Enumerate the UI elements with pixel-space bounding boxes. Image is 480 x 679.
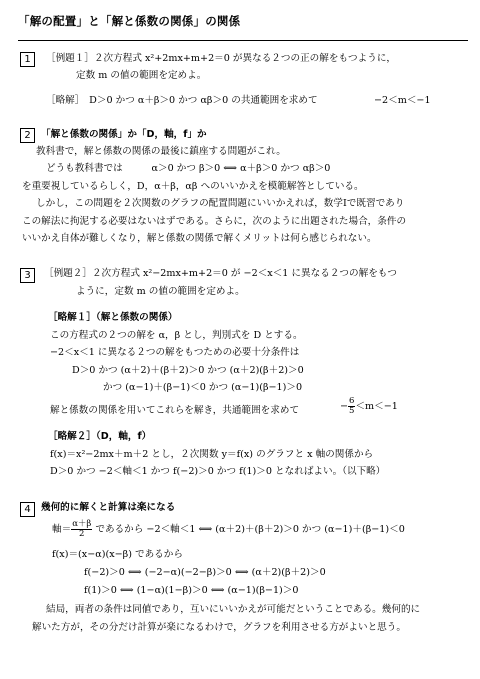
answer-fraction-denominator: 5	[349, 405, 355, 416]
solution2-line2: D＞0 かつ −2＜軸＜1 かつ f(−2)＞0 かつ f(1)＞0 となればよい。（以下略）	[50, 466, 386, 477]
example1-solution: ［略解］ D＞0 かつ α＋β＞0 かつ αβ＞0 の共通範囲を求めて	[46, 95, 318, 106]
axis-fraction	[71, 520, 92, 539]
solution2-line1: f(x)＝x²−2mx＋m＋2 とし，２次関数 y＝f(x) のグラフと x 軸の関係から	[50, 449, 374, 460]
title-rule	[18, 40, 468, 41]
solution1-conclusion: 解と係数の関係を用いてこれらを解き，共通範囲を求めて	[50, 405, 300, 416]
section4-axis-line	[52, 520, 405, 539]
section2-line2: どうも教科書では α＞0 かつ β＞0 ⟺ α＋β＞0 かつ αβ＞0	[46, 163, 331, 174]
section4-f-1: f(1)＞0 ⟺ (1−α)(1−β)＞0 ⟺ (α−1)(β−1)＞0	[84, 585, 299, 596]
section-number-3: 3	[20, 268, 35, 283]
solution1-line1: この方程式の２つの解を α，β とし，判別式を D とする。	[50, 330, 303, 341]
answer-minus: −	[340, 400, 349, 412]
solution1-answer	[340, 397, 398, 416]
solution2-header: ［略解２］（D，軸，f）	[48, 431, 152, 442]
section2-header: 「解と係数の関係」か「D，軸，f」か	[41, 129, 207, 140]
section2-line4: しかし，この問題を２次関数のグラフの配置問題にいいかえれば，数学Ⅰで既習であり	[36, 198, 405, 209]
solution1-line2: −2＜x＜1 に異なる２つの解をもつための必要十分条件は	[50, 347, 300, 358]
example1-problem-line2: 定数 m の値の範囲を定めよ。	[76, 70, 207, 81]
section4-f-minus2: f(−2)＞0 ⟺ (−2−α)(−2−β)＞0 ⟺ (α＋2)(β＋2)＞0	[84, 567, 326, 578]
answer-fraction-numerator: 6	[349, 396, 355, 406]
section2-line1: 教科書で，解と係数の関係の最後に鎮座する問題がこれ。	[36, 146, 286, 157]
section2-line5: この解法に拘泥する必要はないはずである。さらに，次のように出題された場合，条件の	[22, 216, 407, 227]
example2-problem-line2: ように，定数 m の値の範囲を定めよ。	[76, 286, 245, 297]
section2-line6: いいかえ自体が難しくなり，解と係数の関係で解くメリットは何ら感じられない。	[22, 233, 377, 244]
section-number-2: 2	[20, 128, 35, 143]
section-number-1: 1	[20, 52, 35, 67]
section-number-4: 4	[20, 502, 35, 517]
solution1-condition2: かつ (α−1)＋(β−1)＜0 かつ (α−1)(β−1)＞0	[103, 382, 303, 393]
example2-problem-line1: ［例題２］２次方程式 x²−2mx+m+2＝0 が −2＜x＜1 に異なる２つの解をもつ	[44, 268, 397, 279]
section4-conclusion-line2: 解いた方が，その分だけ計算が楽になるわけで，グラフを利用させる方がよいと思う。	[32, 622, 406, 633]
section4-header: 幾何的に解くと計算は楽になる	[41, 502, 176, 513]
page-title: 「解の配置」と「解と係数の関係」の関係	[18, 14, 241, 28]
section2-line3: を重要視しているらしく，D，α＋β，αβ へのいいかえを模範解答としている。	[22, 181, 364, 192]
axis-fraction-denominator: 2	[79, 528, 85, 539]
example1-answer: −2＜m＜−1	[374, 95, 431, 106]
section4-conclusion-line1: 結局，両者の条件は同値であり，互いにいいかえが可能だということである。幾何的に	[46, 604, 421, 615]
example1-problem-line1: ［例題１］２次方程式 x²+2mx+m+2＝0 が異なる２つの正の解をもつように，	[46, 53, 397, 64]
axis-fraction-numerator: α＋β	[72, 519, 92, 529]
answer-range: ＜m＜−1	[355, 400, 398, 412]
section4-fx-line: f(x)＝(x−α)(x−β) であるから	[52, 549, 183, 560]
solution1-header: ［略解１］（解と係数の関係）	[48, 312, 178, 323]
axis-label: 軸＝	[52, 523, 72, 535]
axis-condition: であるから −2＜軸＜1 ⟺ (α＋2)＋(β＋2)＞0 かつ (α−1)＋(β−1)＜0	[95, 523, 405, 535]
solution1-condition1: D＞0 かつ (α＋2)＋(β＋2)＞0 かつ (α＋2)(β＋2)＞0	[72, 365, 304, 376]
